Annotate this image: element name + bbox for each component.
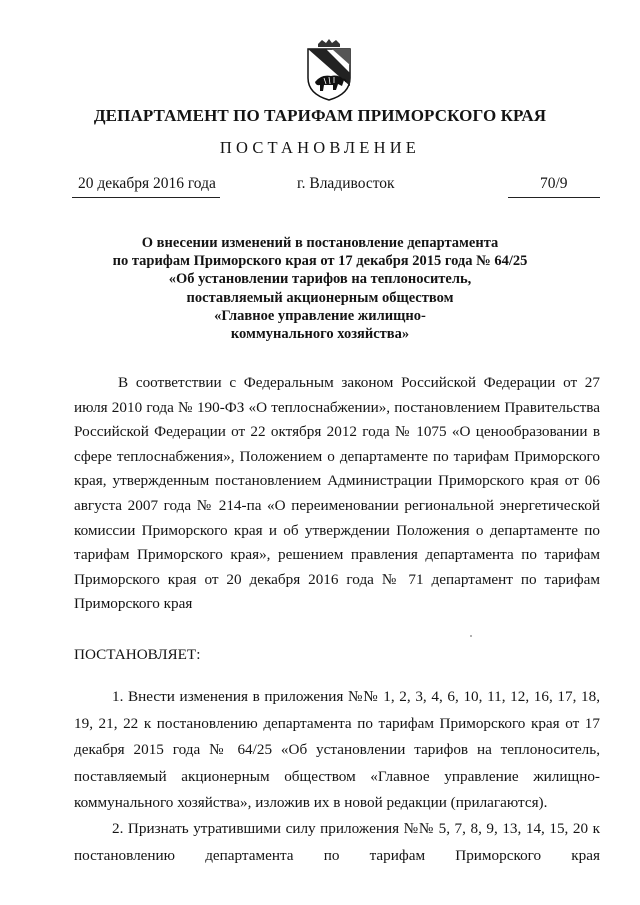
decree-heading: ПОСТАНОВЛЯЕТ: <box>74 646 201 663</box>
document-title <box>60 234 580 343</box>
title-line: «Главное управление жилищно- <box>214 307 426 324</box>
document-body <box>74 371 600 617</box>
scan-speck <box>470 635 472 637</box>
title-line: О внесении изменений в постановление департамента <box>141 235 499 251</box>
coat-of-arms-icon <box>296 38 362 102</box>
preamble-paragraph: В соответствии с Федеральным законом Российской Федерации от 27 июля 2010 года № 190-ФЗ «О теплоснабжении», постановлением Правительства Российской Федерации от 22 октября 2012 года № 1075 «О ценообразовании в сфере теплоснабжения», Положением о департаменте по тарифам Приморского края, утвержденным постановлением Администрации Приморского края от 06 августа 2007 года № 214-па «О переименовании региональной энергетической комиссии Приморского края и об утверждении Положения о департаменте по тарифам Приморского края», решением правления департамента по тарифам Приморского края от 20 декабря 2016 года № 71 департамент по тарифам Приморского края <box>74 374 600 613</box>
title-line: «Об установлении тарифов на теплоноситель, <box>168 271 472 288</box>
department-name: ДЕПАРТАМЕНТ ПО ТАРИФАМ ПРИМОРСКОГО КРАЯ <box>93 106 547 125</box>
title-line: по тарифам Приморского края от 17 декабря 2015 года № 64/25 <box>112 253 528 270</box>
title-line: поставляемый акционерным обществом <box>186 289 454 306</box>
document-city: г. Владивосток <box>297 175 395 192</box>
date-underline <box>72 197 220 198</box>
item-1-text: 1. Внести изменения в приложения №№ 1, 2, 3, 4, 6, 10, 11, 12, 16, 17, 18, 19, 21, 22 к постановлению департамента по тарифам Приморского края от 17 декабря 2015 года № 64/25 «Об установлении тарифов на теплоноситель, поставляемый акционерным обществом «Главное управление жилищно-коммунального хозяйства», изложив их в новой редакции (прилагаются). <box>74 688 600 811</box>
document-type: ПОСТАНОВЛЕНИЕ <box>219 138 421 157</box>
item-2-paragraph <box>74 816 600 869</box>
title-line: коммунального хозяйства» <box>230 326 410 343</box>
document-date: 20 декабря 2016 года <box>78 175 216 192</box>
document-number: 70/9 <box>540 175 568 192</box>
number-underline <box>508 197 600 198</box>
item-1-paragraph <box>74 684 600 817</box>
item-2-text: 2. Признать утратившими силу приложения №№ 5, 7, 8, 9, 13, 14, 15, 20 к постановлению департамента по тарифам Приморского края <box>74 820 600 864</box>
